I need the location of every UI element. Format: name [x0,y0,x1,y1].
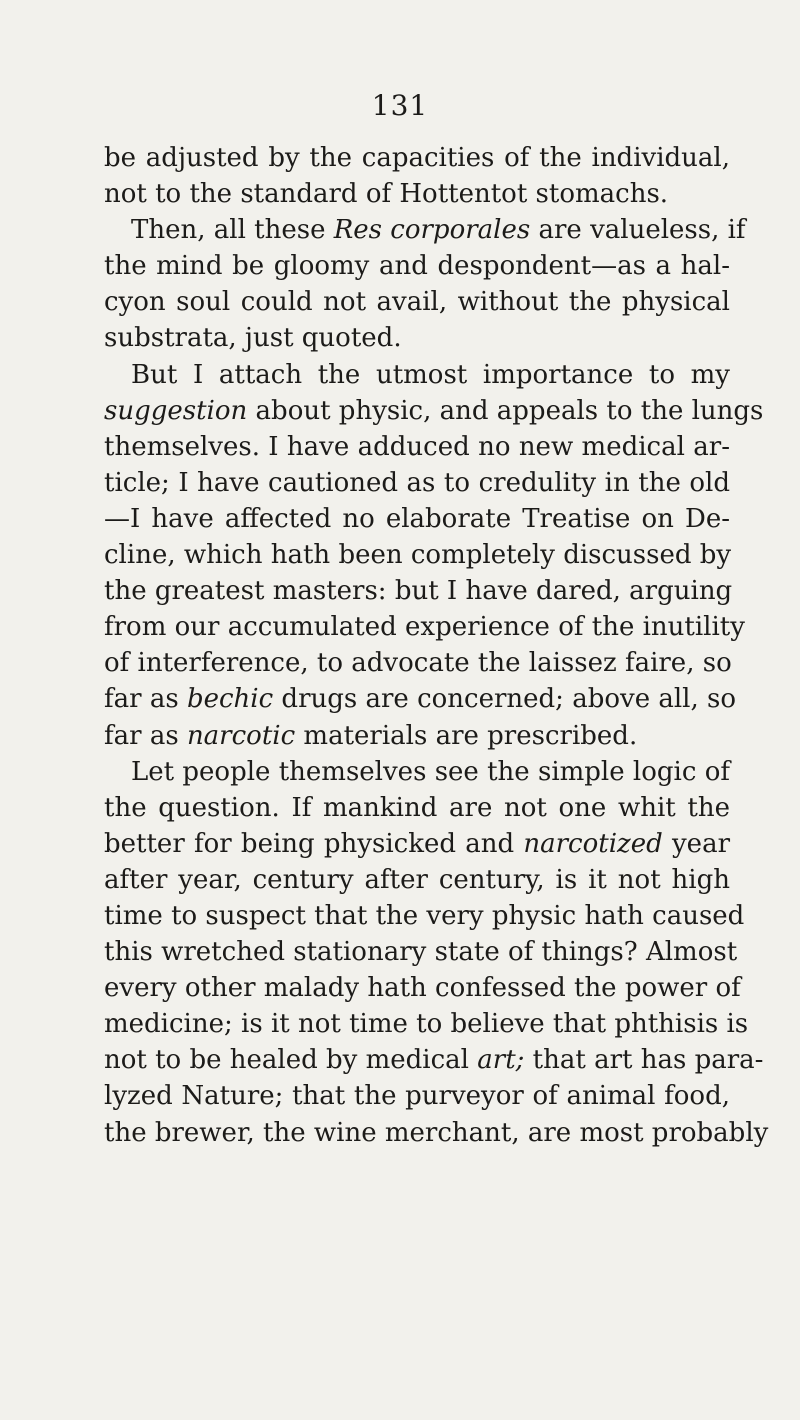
text-line: from our accumulated experience of the inutility [104,612,745,643]
text-line: Then, all these Res corporales are valueless, if [131,215,746,246]
text-line: the greatest masters: but I have dared, arguing [104,576,733,607]
text-line: time to suspect that the very physic hath caused [104,900,745,931]
text-line: medicine; is it not time to believe that phthisis is [104,1009,749,1040]
text-line: not to be healed by medical art; that art has para- [104,1045,764,1076]
text-line: cline, which hath been completely discussed by [104,540,732,571]
text-line: every other malady hath confessed the power of [104,973,741,1004]
text-line: cyon soul could not avail, without the physical [104,287,730,318]
body-text [104,140,769,1151]
text-line: this wretched stationary state of things? Almost [104,937,738,968]
text-line: after year, century after century, is it not high [104,864,730,895]
text-line: far as bechic drugs are concerned; above all, so [104,684,737,715]
text-line: suggestion about physic, and appeals to the lungs [104,395,764,426]
text-line: the mind be gloomy and despondent—as a hal- [104,251,730,282]
text-line: lyzed Nature; that the purveyor of animal food, [104,1081,730,1112]
text-line: —I have affected no elaborate Treatise on De- [104,503,730,534]
italic-phrase: Res corporales [333,215,531,246]
italic-phrase: bechic [186,684,274,715]
text-line: not to the standard of Hottentot stomachs. [104,179,669,210]
italic-phrase: narcotic [186,720,296,751]
text-line: Let people themselves see the simple logic of [131,756,730,787]
italic-phrase: suggestion [104,395,248,426]
text-line: substrata, just quoted. [104,323,402,354]
text-line: be adjusted by the capacities of the individual, [104,143,730,173]
italic-phrase: narcotized [523,828,663,859]
text-line: better for being physicked and narcotized year [104,828,730,859]
text-line: But I attach the utmost importance to my [131,359,730,390]
text-line: themselves. I have adduced no new medical ar- [104,431,730,462]
text-line: far as narcotic materials are prescribed. [104,720,638,751]
italic-phrase: art; [477,1045,525,1076]
text-line: ticle; I have cautioned as to credulity in the old [104,467,730,498]
text-line: the question. If mankind are not one whit the [104,792,730,823]
text-line: the brewer, the wine merchant, are most probably [104,1117,769,1148]
page-number: 131 [371,89,429,122]
text-line: of interference, to advocate the laissez faire, so [104,648,732,679]
